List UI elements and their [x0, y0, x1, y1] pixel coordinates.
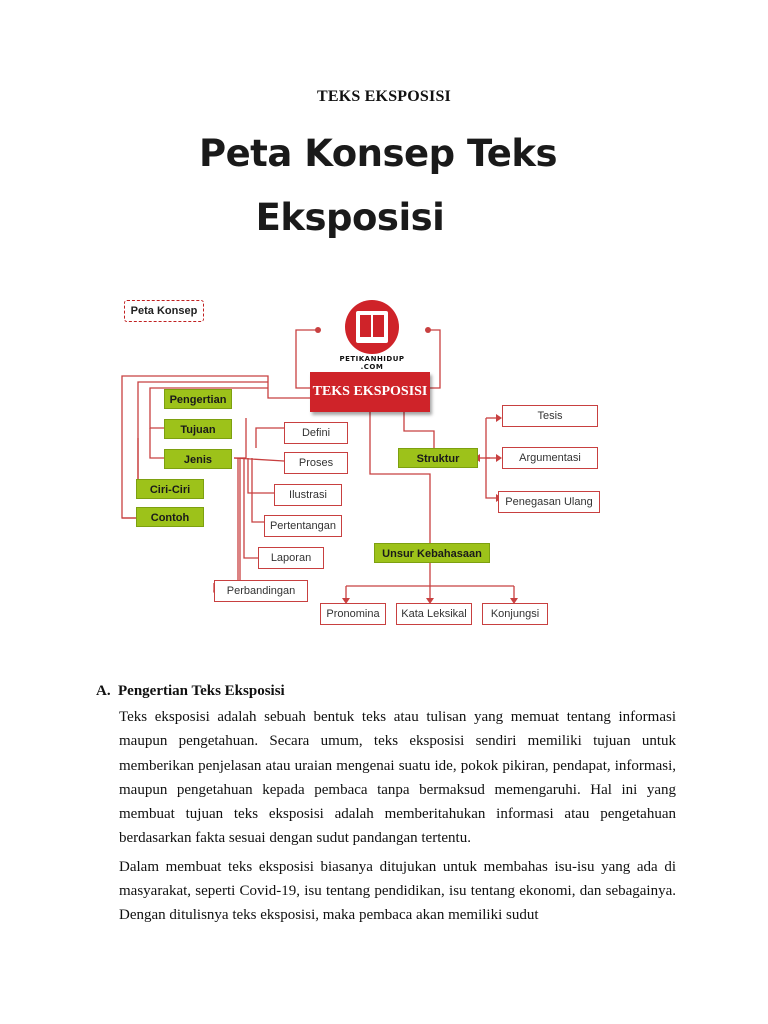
logo-wordmark [322, 355, 422, 371]
node-tujuan: Tujuan [164, 419, 232, 439]
peta-konsep-badge: Peta Konsep [124, 300, 204, 322]
section-a-paragraph-1: Teks eksposisi adalah sebuah bentuk teks atau tulisan yang memuat tentang informasi maupun pengetahuan. Secara umum, teks eksposisi sendiri memiliki tujuan untuk memberikan penjelasan atau uraian mengenai suatu ide, pokok pikiran, pendapat, informasi, maupun pengetahuan kepada pembaca tanpa bermaksud memengaruhi. Hal ini yang membuat tujuan teks eksposisi adalah memberitahukan informasi atau pengetahuan berdasarkan fakta sesuai dengan sudut pandangan tertentu. [119, 709, 676, 847]
logo-badge [345, 300, 399, 354]
section-a-paragraph-2: Dalam membuat teks eksposisi biasanya ditujukan untuk membahas isu-isu yang ada di masyarakat, seperti Covid-19, isu tentang pendidikan, isu tentang ekonomi, dan sebagainya. Dengan ditulisnya teks eksposisi, maka pembaca akan memiliki sudut [119, 858, 676, 924]
figure-heading-line2: Eksposisi [255, 196, 445, 239]
document-title: TEKS EKSPOSISI [317, 88, 451, 105]
node-struktur-penegasan-ulang: Penegasan Ulang [498, 491, 600, 513]
section-a-marker: A. [96, 683, 111, 699]
main-node: TEKS EKSPOSISI [310, 372, 430, 412]
book-icon [345, 300, 399, 354]
node-jenis-pertentangan: Pertentangan [264, 515, 342, 537]
logo-wordmark-line1: PETIKANHIDUP [339, 355, 405, 363]
node-struktur-argumentasi: Argumentasi [502, 447, 598, 469]
node-jenis-laporan: Laporan [258, 547, 324, 569]
node-unsur-pronomina: Pronomina [320, 603, 386, 625]
concept-map-figure [78, 118, 678, 648]
section-a-title: Pengertian Teks Eksposisi [118, 683, 285, 699]
node-unsur-konjungsi: Konjungsi [482, 603, 548, 625]
node-unsur-kebahasaan: Unsur Kebahasaan [374, 543, 490, 563]
section-a [96, 683, 676, 928]
node-jenis-perbandingan: Perbandingan [214, 580, 308, 602]
node-unsur-kata-leksikal: Kata Leksikal [396, 603, 472, 625]
node-ciri-ciri: Ciri-Ciri [136, 479, 204, 499]
figure-heading-line1: Peta Konsep Teks [198, 132, 558, 175]
logo-wordmark-line2: .COM [360, 363, 384, 371]
section-a-heading [96, 683, 676, 705]
node-jenis: Jenis [164, 449, 232, 469]
node-jenis-defini: Defini [284, 422, 348, 444]
node-struktur-tesis: Tesis [502, 405, 598, 427]
node-jenis-proses: Proses [284, 452, 348, 474]
node-jenis-ilustrasi: Ilustrasi [274, 484, 342, 506]
node-struktur: Struktur [398, 448, 478, 468]
node-contoh: Contoh [136, 507, 204, 527]
node-pengertian: Pengertian [164, 389, 232, 409]
